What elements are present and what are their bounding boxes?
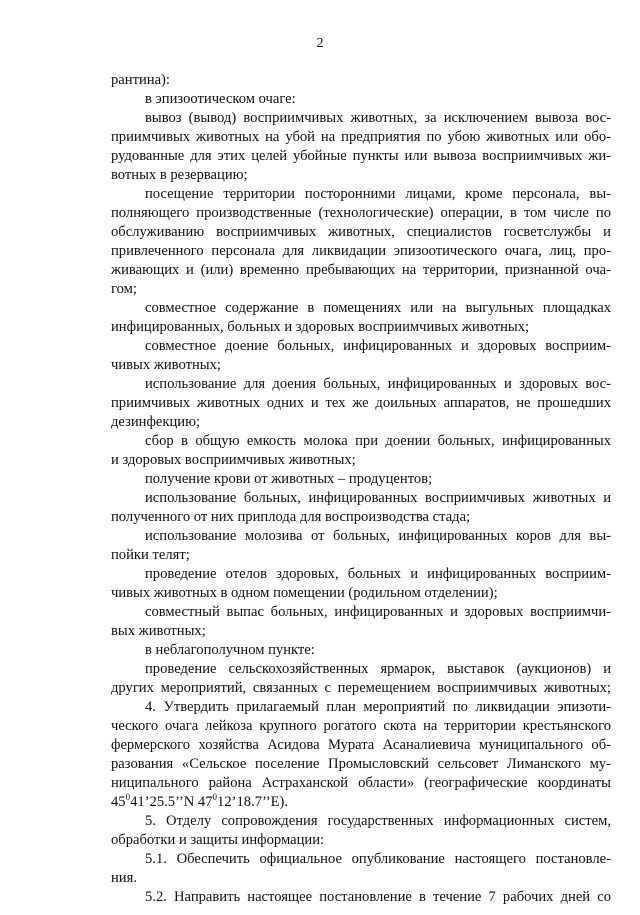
coordinates-line (111, 793, 611, 812)
text-line: гом; (111, 281, 137, 297)
text-line: посещение территории посторонними лицами, кроме персонала, вы- (145, 186, 611, 202)
text-line: фермерского хозяйства Асидова Мурата Асаналиевича муниципального об- (111, 737, 611, 753)
text-line: совместное доение больных, инфицированных и здоровых восприим- (145, 338, 611, 354)
text-line: вых животных; (111, 623, 206, 639)
text-line: привлеченного персонала для ликвидации эпизоотического очага, лиц, про- (111, 243, 611, 259)
text-line: проведение сельскохозяйственных ярмарок, выставок (аукционов) и (145, 661, 611, 677)
text-line: совместный выпас больных, инфицированных и здоровых восприимчи- (145, 604, 611, 620)
text-line: 5.1. Обеспечить официальное опубликование настоящего постановле- (145, 851, 611, 867)
degree-mark: 0 (125, 792, 131, 803)
text-line: живающих и (или) временно пребывающих на территории, признанной оча- (111, 262, 611, 278)
text-line: ниципального района Астраханской области» (географические координаты (111, 775, 611, 791)
text-line: 5.2. Направить настоящее постановление в течение 7 рабочих дней со (145, 889, 611, 905)
text-line: ческого очага лейкоза крупного рогатого скота на территории крестьянского (111, 718, 611, 734)
text-line: приимчивых животных на убой на предприятия по убою животных или обо- (111, 129, 611, 145)
text-line: и здоровых восприимчивых животных; (111, 452, 356, 468)
text-line: использование молозива от больных, инфицированных коров для вы- (145, 528, 611, 544)
text-line: получение крови от животных – продуцентов; (145, 471, 433, 487)
text-line: рантина): (111, 72, 170, 88)
latitude-degrees: 45 (111, 794, 126, 810)
text-line: использование для доения больных, инфицированных и здоровых вос- (145, 376, 611, 392)
text-line: чивых животных в одном помещении (родильном отделении); (111, 585, 498, 601)
text-line: других мероприятий, связанных с перемещением восприимчивых животных; (111, 680, 611, 696)
text-line: приимчивых животных одних и тех же доильных аппаратов, не прошедших (111, 395, 611, 411)
text-line: вотных в резервацию; (111, 167, 248, 183)
text-line: сбор в общую емкость молока при доении больных, инфицированных (145, 433, 611, 449)
text-line: 5. Отделу сопровождения государственных информационных систем, (145, 813, 611, 829)
text-line: обслуживанию восприимчивых животных, специалистов госветслужбы и (111, 224, 611, 240)
text-line: чивых животных; (111, 357, 221, 373)
text-line: дезинфекцию; (111, 414, 201, 430)
text-line: использование больных, инфицированных восприимчивых животных и (145, 490, 611, 506)
text-line: ния. (111, 870, 137, 886)
page-number: 2 (316, 36, 324, 51)
text-line: вывоз (вывод) восприимчивых животных, за исключением вывоза вос- (145, 110, 611, 126)
degree-mark: 0 (212, 792, 218, 803)
text-line: совместное содержание в помещениях или на выгульных площадках (145, 300, 611, 316)
text-line: рудованные для этих целей убойные пункты или вывоза восприимчивых жи- (111, 148, 611, 164)
longitude-rest: 12’18.7’’E). (217, 794, 289, 810)
text-line: обработки и защиты информации: (111, 832, 325, 848)
text-line: полняющего производственные (технологические) операции, в том числе по (111, 205, 611, 221)
text-line: разования «Сельское поселение Промысловский сельсовет Лиманского му- (111, 756, 611, 772)
text-line: инфицированных, больных и здоровых восприимчивых животных; (111, 319, 530, 335)
text-line: пойки телят; (111, 547, 190, 563)
text-line: в эпизоотическом очаге: (145, 91, 296, 107)
latitude-rest: 41’25.5’’N 47 (130, 794, 213, 810)
text-line: проведение отелов здоровых, больных и инфицированных восприим- (145, 566, 611, 582)
text-line: в неблагополучном пункте: (145, 642, 315, 658)
text-line: 4. Утвердить прилагаемый план мероприятий по ликвидации эпизоти- (145, 699, 611, 715)
text-line: полученного от них приплода для воспроизводства стада; (111, 509, 471, 525)
